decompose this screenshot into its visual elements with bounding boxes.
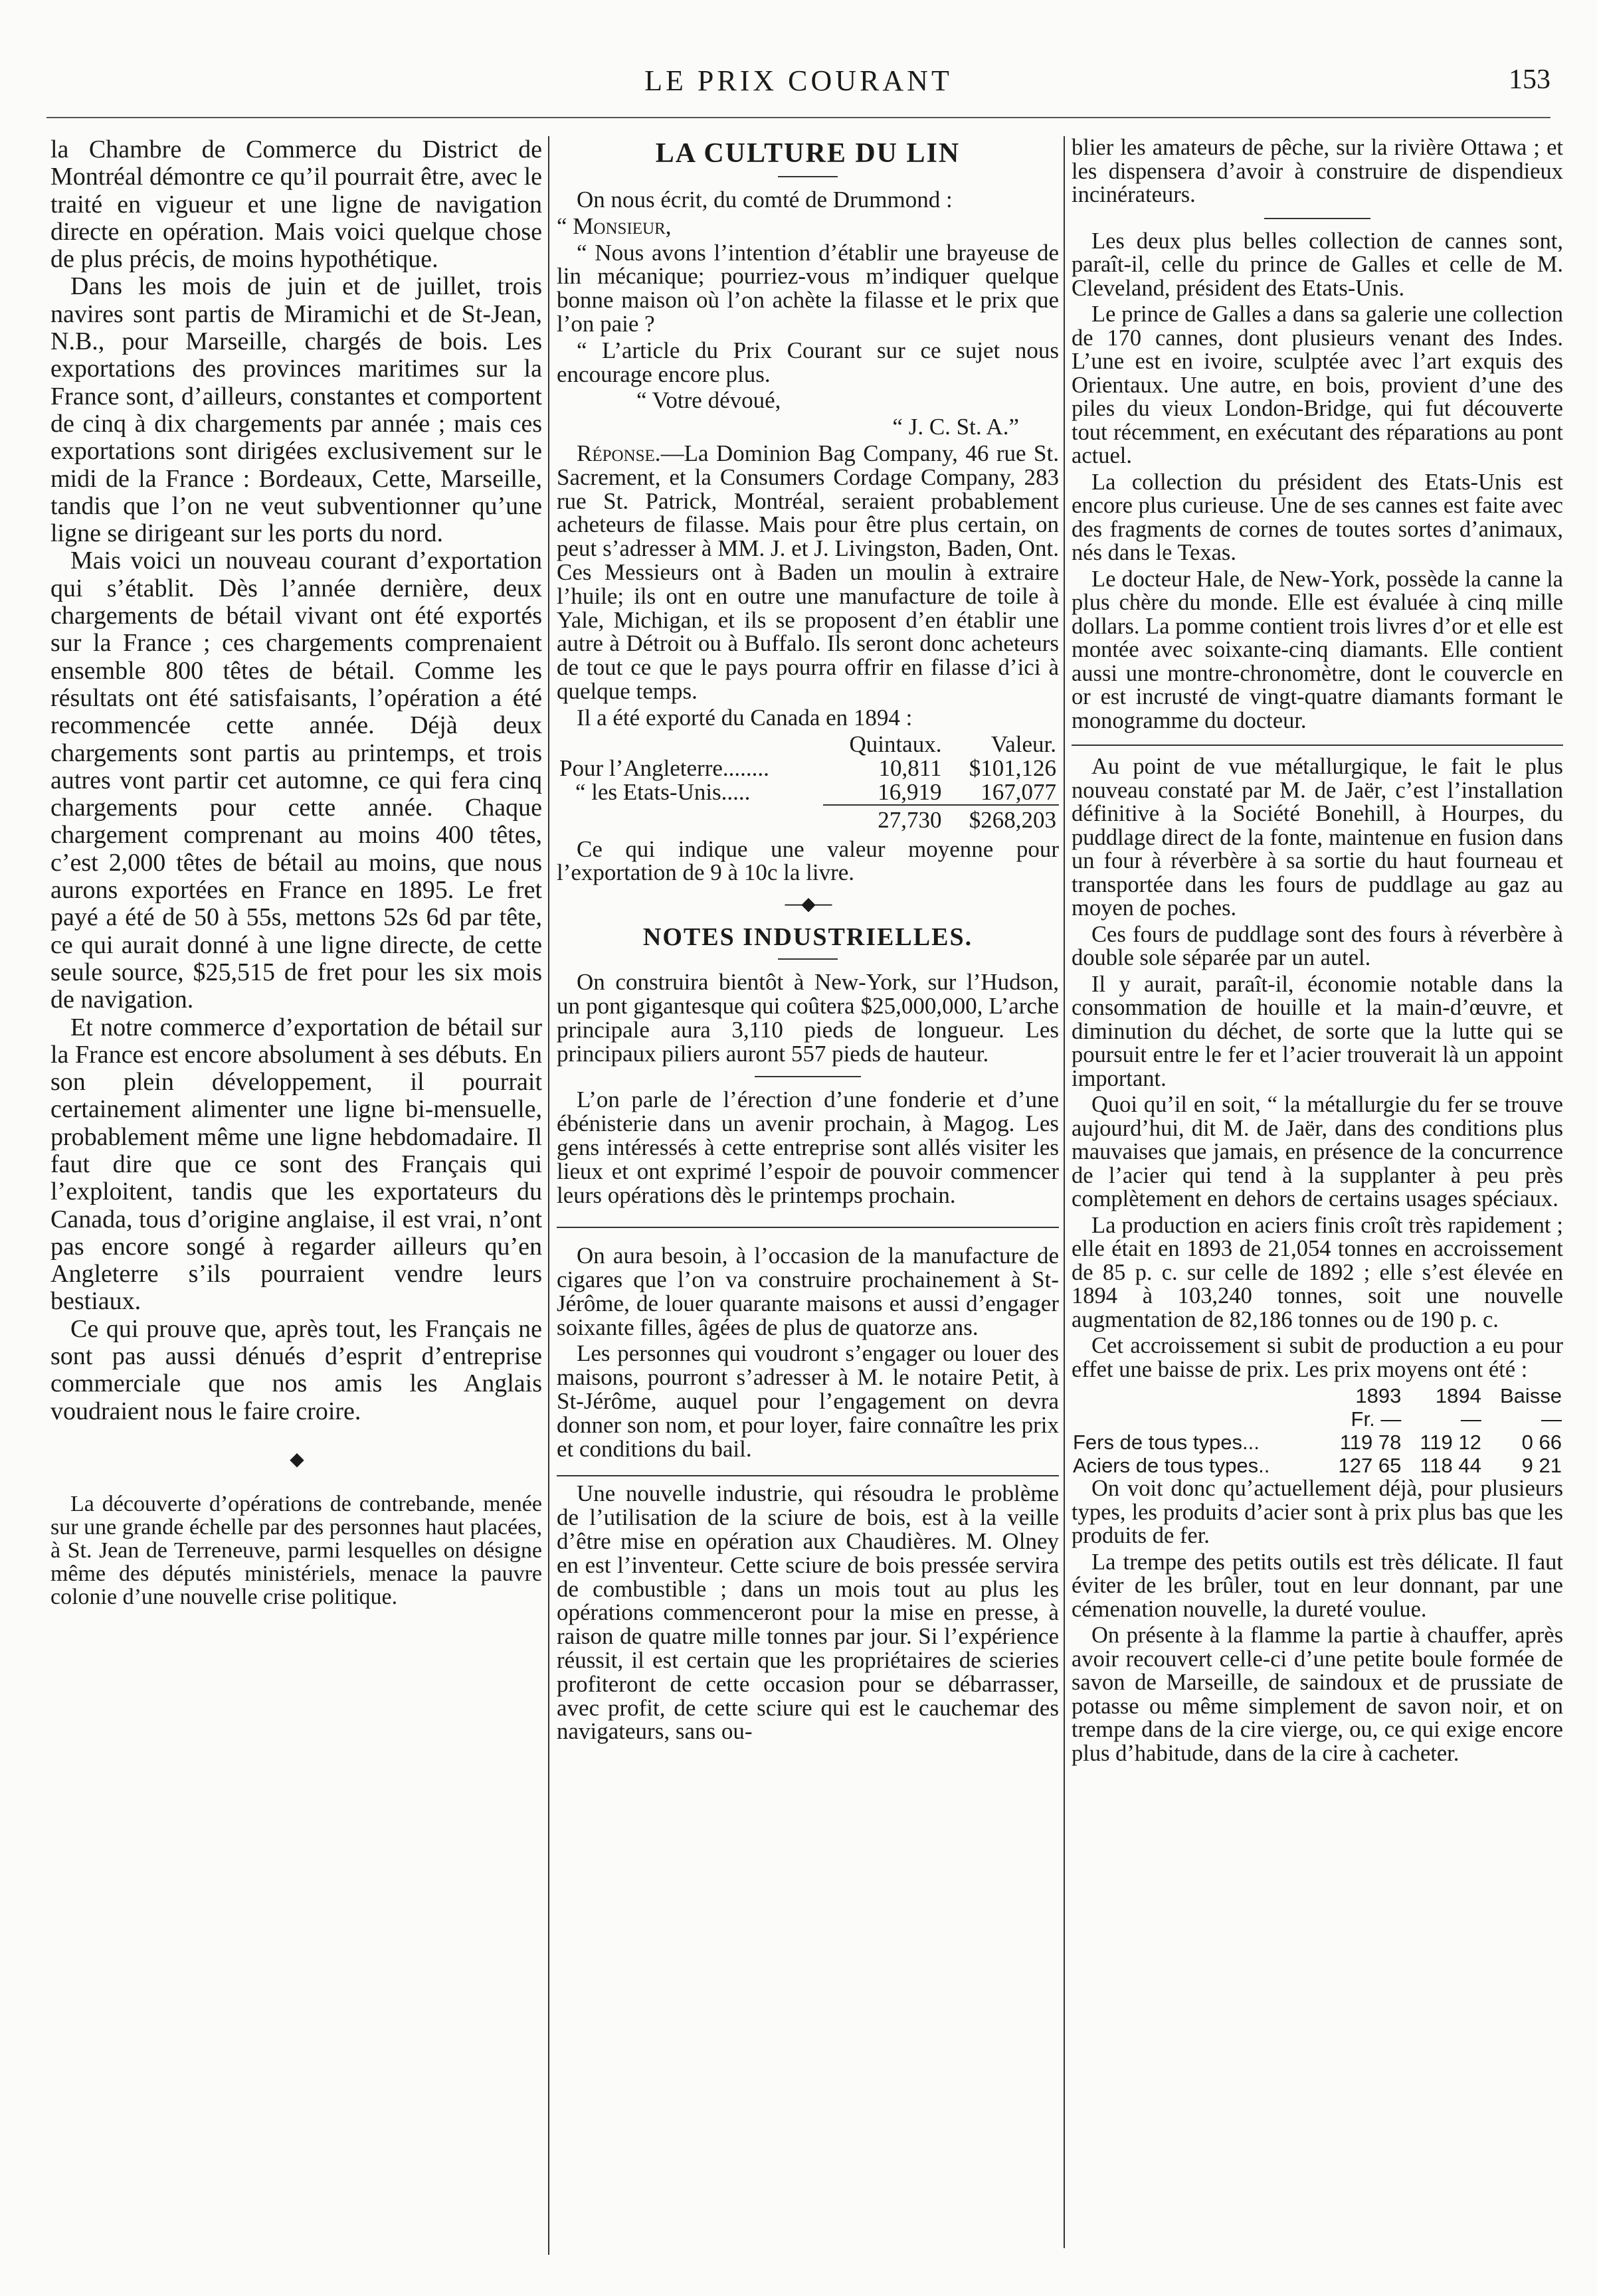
paragraph: Il y aurait, paraît-il, économie notable dans la consommation de houille et la main-d’œuvre, et diminution du déchet, de sorte que la lutte qui se poursuit entre le fer et l’acier trouverait là un appoint important. [1072,971,1563,1091]
table-cell: 119 12 [1420,1431,1481,1454]
divider [1072,745,1563,746]
ornament-divider: ◆ [290,1447,303,1470]
letter-paragraph: “ L’article du Prix Courant sur ce sujet nous encourage encore plus. [557,337,1059,387]
table-cell: Pour l’Angleterre........ [559,754,769,781]
table-cell: — [1541,1407,1562,1431]
dash: — [1380,1407,1402,1431]
table-header-row [1072,1384,1563,1407]
table-cell: 127 65 [1338,1454,1402,1477]
paragraph: La trempe des petits outils est très délicate. Il faut éviter de les brûler, tout en leur donnant, par une cémenation nouvelle, la dureté voulue. [1072,1549,1563,1622]
paragraph: Ce qui indique une valeur moyenne pour l’exportation de 9 à 10c la livre. [557,836,1059,886]
table-row [1072,1454,1563,1477]
running-title: LE PRIX COURANT [644,64,953,97]
table-cell [1321,1407,1402,1431]
paragraph: Ces fours de puddlage sont des fours à réverbère à double sole séparée par un autel. [1072,921,1563,970]
paragraph: La production en aciers finis croît très rapidement ; elle était en 1893 de 21,054 tonnes en accroissement de 85 p. c. sur celle de 1892 ; elle s’est élevée en 1894 à 103,240 tonnes, soit une nouvelle augmentation de 82,186 tonnes ou de 190 p. c. [1072,1212,1563,1332]
paragraph: Le docteur Hale, de New-York, possède la canne la plus chère du monde. Elle est évaluée à cinq mille dollars. La pomme contient trois livres d’or et elle est montée avec soixante-cinq diamants. Elle contient aussi une montre-chronomètre, dont le couvercle en or est incrusté de vingt-quatre diamants formant le monogramme du docteur. [1072,566,1563,733]
table-row [1072,1431,1563,1454]
table-header-row [557,733,1059,756]
column-rule-2 [1064,136,1065,2248]
paragraph: Ce qui prouve que, après tout, les Français ne sont pas aussi dénués d’esprit d’entreprise commerciale que nos amis les Anglais voudraient nous le faire croire. [50,1314,542,1425]
letter-signature: “ J. C. St. A.” [892,414,1019,440]
table-cell: Aciers de tous types.. [1073,1454,1270,1477]
table-cell: 0 66 [1521,1431,1562,1454]
paragraph: Une nouvelle industrie, qui résoudra le problème de l’utilisation de la sciure de bois, est à la veille d’être mise en opération aux Chaudières. M. Olney en est l’inventeur. Cette sciure de bois pressée servira de combustible ; dans un mois tout au plus les opérations commenceront pour la mise en presse, à raison de quatre mille tonnes par jour. Si l’expérience réussit, il est certain que les propriétaires de scieries profiteront de cette occasion pour se débarrasser, avec profit, de cette sciure qui est le cauchemar des navigateurs, sans ou- [557,1480,1059,1745]
column-3 [1072,136,1563,2235]
column-2 [557,136,1059,2261]
letter-salutation: “ Monsieur, [557,213,672,239]
price-table [1072,1384,1563,1477]
table-cell: Fers de tous types... [1073,1431,1260,1454]
divider [755,1076,861,1077]
table-cell: 16,919 [878,778,942,805]
paragraph: Et notre commerce d’exportation de bétail sur la France est encore absolument à ses débuts. En son plein développement, il pourrait certainement alimenter une ligne bi-mensuelle, probablement même une ligne hebdomadaire. Il faut dire que ce sont des Français qui l’exploitent, tandis que les exportateurs du Canada, tous d’origine anglaise, il est vrai, n’ont pas encore songé à regarder ailleurs qu’en Angleterre s’ils pourraient vendre leurs bestiaux. [50,1013,542,1316]
table-cell: 167,077 [981,778,1056,805]
table-cell: 119 78 [1339,1431,1402,1454]
page-header [47,64,1550,110]
table-unit-row [1072,1407,1563,1431]
divider [557,1227,1059,1228]
paragraph: L’on parle de l’érection d’une fonderie et d’une ébénisterie dans un avenir prochain, à Magog. Les gens intéressés à cette entreprise sont allés visiter les lieux et ont exprimé l’espoir de pouvoir commencer leurs opérations dès le printemps prochain. [557,1087,1059,1208]
paragraph: Il a été exporté du Canada en 1894 : [577,704,913,731]
column-1 [50,136,542,2255]
reponse-text: —La Dominion Bag Company, 46 rue St. Sacrement, et la Consumers Cordage Company, 283 rue St. Patrick, Montréal, seraient probablement acheteurs de filasse. Mais pour être plus certain, on peut s’adresser à MM. J. et J. Livingston, Baden, Ont. Ces Messieurs ont à Baden un moulin à extraire l’huile; ils ont en outre une manufacture de toile à Yale, Michigan, et ils se proposent d’en établir une autre à Détroit ou à Buffalo. Ils seront donc acheteurs de tout ce que le pays pourra offrir en filasse d’ici à quelque temps. [557,440,1059,704]
paragraph: On nous écrit, du comté de Drummond : [577,187,953,213]
table-header: 1893 [1355,1384,1402,1407]
table-cell: “ les Etats-Unis..... [575,778,751,805]
title-rule [778,958,838,960]
divider [1264,218,1370,219]
paragraph: La collection du président des Etats-Unis est encore plus curieuse. Une de ses cannes est faite avec des fragments de cornes de toutes sortes d’animaux, nés dans le Texas. [1072,469,1563,565]
paragraph: Les personnes qui voudront s’engager ou louer des maisons, pourront s’adresser à M. le notaire Petit, à St-Jérôme, auquel pour l’engagement on devra donner son nom, et pour loyer, faire connaître les prix et conditions du bail. [557,1340,1059,1462]
table-header: Quintaux. [849,731,942,757]
letter-paragraph: “ Nous avons l’intention d’établir une brayeuse de lin mécanique; pourriez-vous m’indiquer quelque bonne maison où l’on achète la filasse et le prix que l’on paie ? [557,239,1059,337]
section-title-culture-lin: LA CULTURE DU LIN [655,138,961,169]
paragraph: On voit donc qu’actuellement déjà, pour plusieurs types, les produits d’acier sont à prix plus bas que les produits de fer. [1072,1476,1563,1548]
paragraph: Quoi qu’il en soit, “ la métallurgie du fer se trouve aujourd’hui, dit M. de Jaër, dans des conditions plus mauvaises que jamais, en présence de la concurrence de l’acier qui tend à la supplanter à peu près complètement en dehors de certains usages spéciaux. [1072,1092,1563,1211]
table-total-row [557,805,1059,832]
section-title-notes-industrielles: NOTES INDUSTRIELLES. [642,923,973,952]
table-cell: 10,811 [878,754,942,781]
header-rule [47,117,1550,118]
paragraph: Dans les mois de juin et de juillet, trois navires sont partis de Miramichi et de St-Jean, N.B., pour Marseille, chargés de bois. Les exportations des provinces maritimes sur la France sont, d’ailleurs, constantes et comportent de cinq à dix chargements par année ; mais ces exportations sont dirigées exclusivement sur le midi de la France : Bordeaux, Cette, Marseille, tandis que l’on ne veut subventionner qu’une ligne se dirigeant sur les ports du nord. [50,272,542,548]
paragraph: Les deux plus belles collection de cannes sont, paraît-il, celle du prince de Galles et celle de M. Cleveland, président des Etats-Unis. [1072,228,1563,301]
reponse-paragraph [557,442,1059,703]
letter-paragraph: “ Votre dévoué, [636,387,781,414]
table-cell: 9 21 [1521,1454,1562,1477]
divider [557,1475,1059,1476]
reponse-label: Réponse. [577,440,661,466]
paragraph: On construira bientôt à New-York, sur l’Hudson, un pont gigantesque qui coûtera $25,000,000, L’arche principale aura 3,110 pieds de longueur. Les principaux piliers auront 557 pieds de hauteur. [557,969,1059,1067]
unit-label: Fr. [1351,1407,1375,1431]
table-cell: 118 44 [1420,1454,1481,1477]
paragraph: Le prince de Galles a dans sa galerie une collection de 170 cannes, dont plusieurs venant des Indes. L’une est en ivoire, sculptée avec l’art exquis des Orientaux. Une autre, en bois, provient d’une des piles du vieux London-Bridge, qui fut découverte tout récemment, en exécutant des réparations au pont actuel. [1072,302,1563,468]
ornament-divider: —◆— [784,893,832,915]
table-cell: — [1460,1407,1481,1431]
table-header: Baisse [1499,1384,1562,1407]
table-header: 1894 [1435,1384,1481,1407]
export-table [557,733,1059,832]
paragraph: Au point de vue métallurgique, le fait le plus nouveau constaté par M. de Jaër, c’est l’installation définitive à la Société Bonehill, à Hourpes, du puddlage direct de la fonte, maintenue en fusion dans un four à réverbère à sa sortie du haut fourneau et transportée dans les fours de puddlage au gaz au moyen de poches. [1072,754,1563,921]
table-cell: 27,730 [823,805,944,832]
paragraph: la Chambre de Commerce du District de Montréal démontre ce qu’il pourrait être, avec le traité en vigueur et une ligne de navigation directe en opération. Mais voici quelque chose de plus précis, de moins hypothétique. [50,136,542,274]
column-rule-1 [548,136,549,2255]
table-row [557,780,1059,805]
table-cell: $101,126 [969,754,1056,781]
title-rule [778,176,838,177]
table-header: Valeur. [990,731,1056,757]
paragraph: On présente à la flamme la partie à chauffer, après avoir recouvert celle-ci d’une petite boule formée de savon de Marseille, de saindoux et de prussiate de potasse ou même simplement de savon noir, et on trempe dans de la cire vierge, ou, ce qui exige encore plus d’habitude, dans de la cire à cacheter. [1072,1623,1563,1766]
table-row [557,756,1059,780]
paragraph: Mais voici un nouveau courant d’exportation qui s’établit. Dès l’année dernière, deux chargements de bétail vivant ont été exportés sur la France ; ces chargements comprenaient ensemble 800 têtes de bétail. Comme les résultats ont été satisfaisants, l’opération a été recommencée cette année. Déjà deux chargements sont partis au printemps, et trois autres vont partir cet automne, ce qui fera cinq chargements pour cette année. Chaque chargement comprenant au moins 400 têtes, c’est 2,000 têtes de bétail au moins, que nous aurons exportées en France en 1895. Le fret payé a été de 50 à 55s, mettons 52s 6d par tête, ce qui aurait donné à une ligne directe, de cette seule source, $25,515 de fret pour les six mois de navigation. [50,547,542,1014]
paragraph: Cet accroissement si subit de production a eu pour effet une baisse de prix. Les prix moyens ont été : [1072,1333,1563,1382]
paragraph: blier les amateurs de pêche, sur la rivière Ottawa ; et les dispensera d’avoir à construire de dispendieux incinérateurs. [1072,136,1563,207]
paragraph: La découverte d’opérations de contrebande, menée sur une grande échelle par des personnes haut placées, à St. Jean de Terreneuve, parmi lesquelles on désigne même des députés ministériels, menace la pauvre colonie d’une nouvelle crise politique. [50,1491,542,1609]
table-cell: $268,203 [944,805,1059,832]
paragraph: On aura besoin, à l’occasion de la manufacture de cigares que l’on va construire prochainement à St-Jérôme, de louer quarante maisons et aussi d’engager soixante filles, âgées de plus de quatorze ans. [557,1243,1059,1340]
page-number: 153 [1509,64,1550,95]
